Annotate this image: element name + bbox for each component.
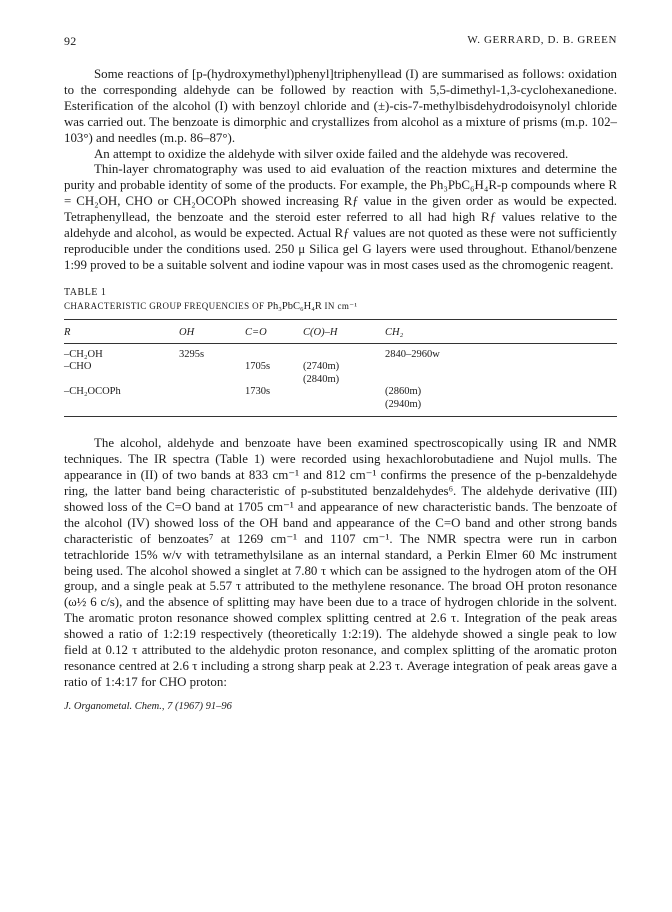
- table-title: [64, 299, 617, 314]
- running-head-authors: W. GERRARD, D. B. GREEN: [467, 34, 617, 46]
- table-cell: –CH₂OH: [64, 348, 103, 360]
- paragraph-spectroscopy: The alcohol, aldehyde and benzoate have been examined spectroscopically using IR and NMR techniques. The IR spectra (Table 1) were recorded using hexachlorobutadiene and Nujol mulls. The appearance in (II) of two bands at 833 cm⁻¹ and 812 cm⁻¹ confirms the presence of the p-benzaldehyde ring, the latter band being characteristic of p-substituted benzaldehydes⁶. The aldehyde derivative (III) showed loss of the C=O band at 1705 cm⁻¹ and appearance of new characteristic bands. The benzoate of the alcohol (IV) showed loss of the OH band and appearance of the C=O band and other strong bands characteristic of benzoates⁷ at 1269 cm⁻¹ and 1107 cm⁻¹. The NMR spectra were run in carbon tetrachloride 15% w/v with tetramethylsilane as an internal standard, a Perkin Elmer 60 Mc instrument being used. The alcohol showed a singlet at 7.80 τ which can be assigned to the hydrogen atom of the OH group, and a single peak at 5.57 τ attributed to the methylene resonance. The broad OH proton resonance (ω½ 6 c/s), and the absence of splitting may have been due to a trace of hydrogen chloride in the solvent. The aromatic proton resonance showed complex splitting centred at 2.6 τ. Integration of the peak areas showed a ratio of 1:2:19 respectively (theoretically 1:2:19). The aldehyde showed a single peak to low field at 0.12 τ attributed to the aldehydic proton resonance, and complex splitting of the aromatic proton resonance centred at 2.6 τ including a strong sharp peak at 2.23 τ. Average integration of peak areas gave a ratio of 1:4:17 for CHO proton:: [64, 436, 617, 689]
- table-cell: [179, 386, 245, 417]
- table-cell: 1730s: [245, 386, 303, 417]
- table-cell: [303, 386, 385, 417]
- paragraph-oxidation-attempt: An attempt to oxidize the aldehyde with silver oxide failed and the aldehyde was recovered.: [94, 146, 569, 161]
- paragraph-chromatography: Thin-layer chromatography was used to aid evaluation of the reaction mixtures and determine the purity and probable identity of some of the products. For example, the Ph₃PbC₆H₄R-p compounds where R = CH₂OH, CHO or CH₂OCOPh showed increasing Rƒ value in the given order as would be expected. Tetraphenyllead, the benzoate and the steroid ester referred to all had high Rƒ values relative to the aldehyde and alcohol, as would be expected. Actual Rƒ values are not quoted as these were not sufficiently reproducible under the conditions used. 250 μ Silica gel G layers were used throughout. Ethanol/benzene 1:99 proved to be a suitable solvent and iodine vapour was in most cases used as the chromogenic reagent.: [64, 162, 617, 272]
- table-cell: –CHO: [64, 361, 92, 373]
- table-cell: [385, 361, 617, 386]
- table-cell: [179, 361, 245, 386]
- journal-footer: J. Organometal. Chem., 7 (1967) 91–96: [64, 700, 232, 712]
- table-row: [64, 343, 617, 361]
- table-cell: –CH₂OCOPh: [64, 386, 179, 417]
- table-cell: (2860m) (2940m): [385, 386, 617, 417]
- column-header-co: C=O: [245, 319, 303, 343]
- column-header-oh: OH: [179, 319, 245, 343]
- column-header-r: R: [64, 319, 179, 343]
- table-cell: (2740m) (2840m): [303, 361, 340, 385]
- column-header-ch2: CH₂: [385, 319, 617, 343]
- table-title-unit: IN cm⁻¹: [324, 300, 358, 311]
- table-cell: 3295s: [179, 348, 205, 360]
- table-title-formula: Ph₃PbC₆H₄R: [267, 300, 322, 312]
- table-label: TABLE 1: [64, 286, 107, 298]
- table-cell: 2840–2960w: [385, 348, 440, 360]
- table-row: [64, 386, 617, 417]
- frequency-table: [64, 319, 617, 418]
- page-number: 92: [64, 34, 77, 48]
- page-header: [64, 34, 617, 50]
- table-header-row: [64, 319, 617, 343]
- column-header-coh: C(O)–H: [303, 319, 385, 343]
- table-cell: [303, 343, 385, 361]
- table-cell: [245, 343, 303, 361]
- table-cell: 1705s: [245, 361, 271, 373]
- document-page: [64, 34, 617, 712]
- paragraph-reactions: Some reactions of [p-(hydroxymethyl)phenyl]triphenyllead (I) are summarised as follows: oxidation to the corresponding aldehyde can be followed by reaction with 5,5-dimethyl-1,3-cyclohexanedione. Esterification of the alcohol (I) with benzoyl chloride and (±)-cis-7-methylbisdehydrodoisynolyl chloride was carried out. The benzoate is dimorphic and crystallizes from alcohol as a mixture of prisms (m.p. 102–103°) and needles (m.p. 86–87°).: [64, 67, 617, 145]
- table-title-text: CHARACTERISTIC GROUP FREQUENCIES OF: [64, 300, 265, 311]
- table-row: [64, 361, 617, 386]
